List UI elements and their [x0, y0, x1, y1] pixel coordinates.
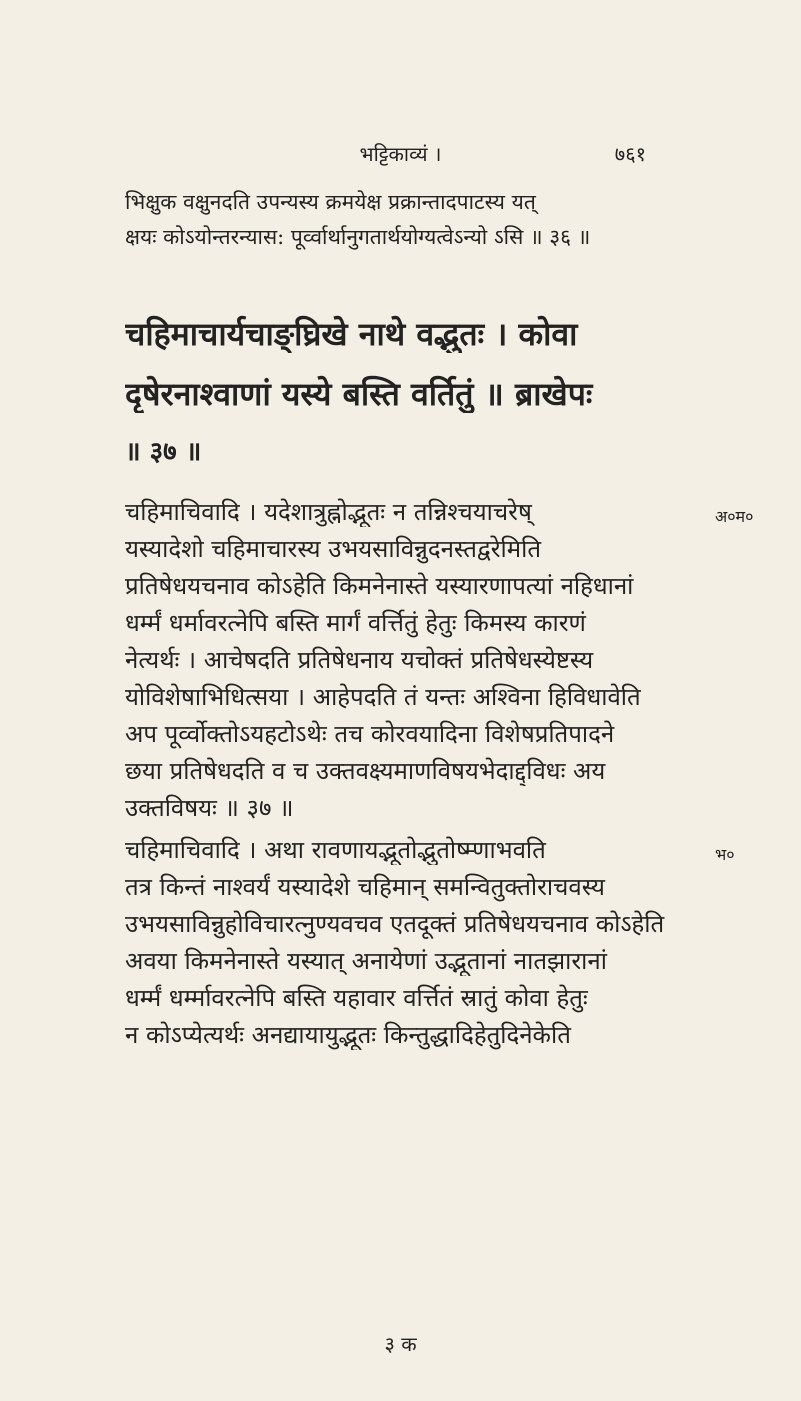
commentary-line: उभयसाविन्नुहोविचारत्नुण्यवचव एतदूक्तं प्रतिषेधयचनाव कोऽहेति — [125, 910, 665, 938]
commentary-line: चहिमाचिवादि । यदेशात्रुह्नोद्भूतः न तन्निश्चयाचरेष् — [125, 498, 532, 526]
commentary-line: प्रतिषेधयचनाव कोऽहेति किमनेनास्ते यस्यारणापत्यां नहिधानां — [125, 572, 634, 600]
commentary-line: यस्यादेशो चहिमाचारस्य उभयसाविन्नुदनस्तद्वरेमिति — [125, 535, 542, 563]
page-number: ७६१ — [614, 142, 646, 166]
commentary-line: तत्र किन्तं नाश्वर्यं यस्यादेशे चहिमान् समन्वितुक्तोराचवस्य — [125, 873, 605, 901]
commentary-line: धर्म्मं धर्म्मावरत्नेपि बस्ति यहावार वर्त्तितं स्रातुं कोवा हेतुः — [125, 984, 588, 1012]
running-title: भट्टिकाव्यं । — [359, 142, 442, 166]
commentary-line: धर्म्मं धर्मावरत्नेपि बस्ति मार्गं वर्त्तितुं हेतुः किमस्य कारणं — [125, 609, 586, 637]
verse-number: ॥ ३७ ॥ — [125, 437, 202, 467]
marginal-note: भ० — [715, 845, 735, 864]
commentary-line: छया प्रतिषेधदति व च उक्तवक्ष्यमाणविषयभेदाद्द्विधः अय — [125, 757, 606, 785]
commentary-line: न कोऽप्येत्यर्थः अनद्यायायुद्भूतः किन्तुद्धादिहेतुदिनेकेति — [125, 1021, 571, 1049]
verse-line-2: दृषेरनाश्वाणां यस्ये बस्ति वर्तितुं ॥ ब्राखेपः — [125, 375, 593, 413]
commentary-line: योविशेषाभिधित्सया । आहेपदति तं यन्तः अश्विना हिविधावेति — [125, 683, 641, 711]
page-header — [0, 140, 801, 174]
marginal-note: अ०म० — [715, 507, 754, 526]
signature-mark: ३ क — [384, 1332, 417, 1356]
previous-verse-line-2: क्षयः कोऽयोन्तरन्यास: पूर्व्वार्थानुगतार्थयोग्यत्वेऽन्यो ऽसि ॥ ३६ ॥ — [125, 225, 591, 249]
verse-line-1: चहिमाचार्यचाङ्घ्रिखे नाथे वद्भुतः । कोवा — [125, 315, 578, 353]
commentary-line: नेत्यर्थः । आचेषदति प्रतिषेधनाय यचोक्तं प्रतिषेधस्येष्टस्य — [125, 646, 594, 674]
commentary-line: चहिमाचिवादि । अथा रावणायद्भूतोद्भुतोष्म्णाभवति — [125, 836, 546, 864]
commentary-line: उक्तविषयः ॥ ३७ ॥ — [125, 794, 294, 822]
commentary-line: अप पूर्व्वोक्तोऽयहटोऽथेः तच कोरवयादिना विशेषप्रतिपादने — [125, 720, 615, 748]
previous-verse-line-1: भिक्षुक वक्षुनदति उपन्यस्य क्रमयेक्ष प्रक्रान्तादपाटस्य यत् — [125, 190, 536, 214]
commentary-line: अवया किमनेनास्ते यस्यात् अनायेणां उद्भूतानां नातझारानां — [125, 947, 607, 975]
